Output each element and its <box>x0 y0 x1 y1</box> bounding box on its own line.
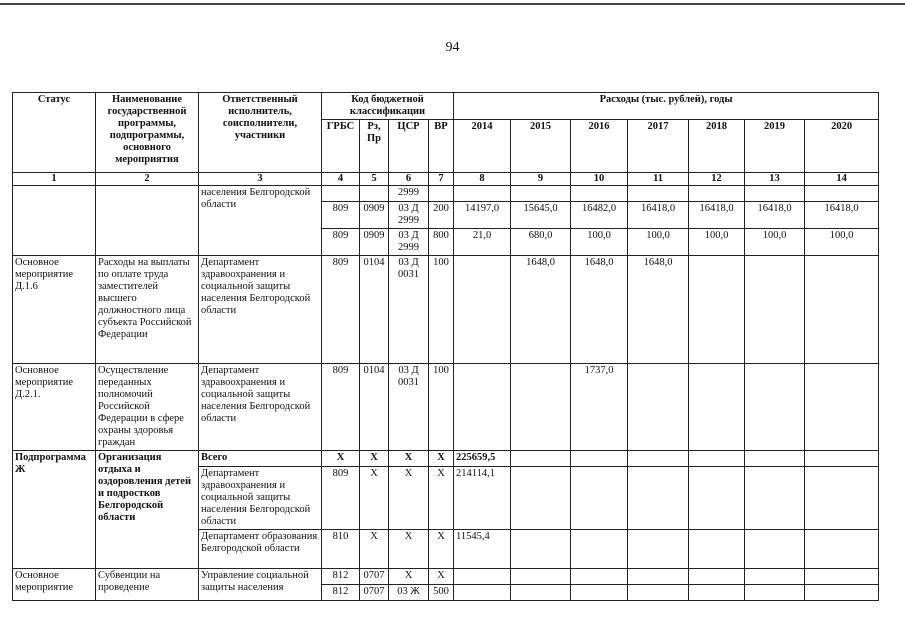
expense-cell <box>689 530 745 569</box>
expense-cell <box>745 256 805 364</box>
expense-cell <box>571 467 628 530</box>
expense-cell <box>628 569 689 585</box>
table-row <box>13 256 879 364</box>
vr-cell: 200 <box>429 202 454 229</box>
rzpr-cell: 0707 <box>360 569 389 585</box>
grbs-cell: 810 <box>322 530 360 569</box>
column-number: 12 <box>689 173 745 186</box>
column-number-row <box>13 173 879 186</box>
rzpr-cell: Х <box>360 530 389 569</box>
expense-cell: 15645,0 <box>511 202 571 229</box>
expense-cell <box>745 186 805 202</box>
header-budget-code: Код бюджетной классификации <box>322 93 454 120</box>
expense-cell <box>689 256 745 364</box>
expense-cell: 680,0 <box>511 229 571 256</box>
expense-cell <box>571 585 628 601</box>
expense-cell: 1648,0 <box>628 256 689 364</box>
top-rule <box>0 3 905 5</box>
expense-cell: 16418,0 <box>805 202 879 229</box>
expense-cell: 16482,0 <box>571 202 628 229</box>
expense-cell <box>511 467 571 530</box>
expense-cell <box>805 451 879 467</box>
expense-cell <box>628 585 689 601</box>
column-number: 7 <box>429 173 454 186</box>
column-number: 2 <box>96 173 199 186</box>
status-cell <box>13 186 96 256</box>
header-year: 2016 <box>571 120 628 173</box>
name-cell: Организация отдыха и оздоровления детей и подростков Белгородской области <box>96 451 199 569</box>
grbs-cell: 809 <box>322 202 360 229</box>
expense-cell <box>805 467 879 530</box>
expense-cell <box>454 364 511 451</box>
status-cell: Основное мероприятие Д.2.1. <box>13 364 96 451</box>
expense-cell <box>454 186 511 202</box>
rzpr-cell: 0104 <box>360 256 389 364</box>
header-row-1 <box>13 93 879 120</box>
expense-cell <box>571 451 628 467</box>
rzpr-cell: 0707 <box>360 585 389 601</box>
expense-cell: 100,0 <box>628 229 689 256</box>
name-cell: Расходы на выплаты по оплате труда заместителей высшего должностного лица субъекта Российской Федерации <box>96 256 199 364</box>
vr-cell: 800 <box>429 229 454 256</box>
rzpr-cell: 0909 <box>360 229 389 256</box>
header-expenses: Расходы (тыс. рублей), годы <box>454 93 879 120</box>
column-number: 13 <box>745 173 805 186</box>
header-year: 2020 <box>805 120 879 173</box>
expense-cell <box>511 530 571 569</box>
budget-table <box>12 92 879 601</box>
expense-cell <box>628 530 689 569</box>
header-program-name: Наименование государственной программы, подпрограммы, основного мероприятия <box>96 93 199 173</box>
expense-cell <box>628 467 689 530</box>
status-cell: Основное мероприятие <box>13 569 96 601</box>
expense-cell <box>628 364 689 451</box>
table-row <box>13 186 879 202</box>
vr-cell: 100 <box>429 256 454 364</box>
vr-cell: 100 <box>429 364 454 451</box>
expense-cell: 100,0 <box>805 229 879 256</box>
column-number: 1 <box>13 173 96 186</box>
name-cell: Субвенции на проведение <box>96 569 199 601</box>
expense-cell <box>745 451 805 467</box>
header-csr: ЦСР <box>389 120 429 173</box>
csr-cell: 03 Д 2999 <box>389 202 429 229</box>
expense-cell <box>805 364 879 451</box>
column-number: 4 <box>322 173 360 186</box>
vr-cell: Х <box>429 451 454 467</box>
page-number: 94 <box>445 40 460 55</box>
vr-cell: Х <box>429 467 454 530</box>
column-number: 3 <box>199 173 322 186</box>
header-year: 2017 <box>628 120 689 173</box>
csr-cell: Х <box>389 569 429 585</box>
expense-cell: 21,0 <box>454 229 511 256</box>
vr-cell <box>429 186 454 202</box>
vr-cell: 500 <box>429 585 454 601</box>
expense-cell: 1648,0 <box>571 256 628 364</box>
expense-cell <box>689 569 745 585</box>
vr-cell: Х <box>429 530 454 569</box>
grbs-cell: 812 <box>322 585 360 601</box>
expense-cell <box>454 256 511 364</box>
table-row <box>13 569 879 585</box>
expense-cell: 214114,1 <box>454 467 511 530</box>
expense-cell <box>511 451 571 467</box>
expense-cell: 225659,5 <box>454 451 511 467</box>
grbs-cell: 809 <box>322 467 360 530</box>
csr-cell: 03 Д 0031 <box>389 364 429 451</box>
expense-cell <box>571 530 628 569</box>
column-number: 9 <box>511 173 571 186</box>
expense-cell <box>689 451 745 467</box>
expense-cell: 100,0 <box>689 229 745 256</box>
rzpr-cell: Х <box>360 451 389 467</box>
name-cell: Осуществление переданных полномочий Российской Федерации в сфере охраны здоровья граждан <box>96 364 199 451</box>
vr-cell: Х <box>429 569 454 585</box>
expense-cell <box>511 186 571 202</box>
expense-cell: 1648,0 <box>511 256 571 364</box>
grbs-cell: 812 <box>322 569 360 585</box>
expense-cell: 11545,4 <box>454 530 511 569</box>
expense-cell: 100,0 <box>745 229 805 256</box>
expense-cell <box>511 569 571 585</box>
executor-cell: Всего <box>199 451 322 467</box>
header-status: Статус <box>13 93 96 173</box>
expense-cell: 16418,0 <box>689 202 745 229</box>
rzpr-cell: 0104 <box>360 364 389 451</box>
expense-cell: 14197,0 <box>454 202 511 229</box>
grbs-cell: 809 <box>322 364 360 451</box>
column-number: 10 <box>571 173 628 186</box>
csr-cell: 03 Д 0031 <box>389 256 429 364</box>
executor-cell: Департамент здравоохранения и социальной защиты населения Белгородской области <box>199 467 322 530</box>
column-number: 11 <box>628 173 689 186</box>
executor-cell: Департамент здравоохранения и социальной защиты населения Белгородской области <box>199 364 322 451</box>
column-number: 5 <box>360 173 389 186</box>
expense-cell <box>454 569 511 585</box>
expense-cell <box>745 569 805 585</box>
header-grbs: ГРБС <box>322 120 360 173</box>
expense-cell <box>571 186 628 202</box>
csr-cell: 03 Ж <box>389 585 429 601</box>
header-year: 2014 <box>454 120 511 173</box>
csr-cell: Х <box>389 530 429 569</box>
expense-cell <box>805 186 879 202</box>
grbs-cell <box>322 186 360 202</box>
executor-cell: Управление социальной защиты населения <box>199 569 322 601</box>
column-number: 6 <box>389 173 429 186</box>
header-rzpr: Рз, Пр <box>360 120 389 173</box>
expense-cell: 100,0 <box>571 229 628 256</box>
table-row <box>13 451 879 467</box>
expense-cell <box>454 585 511 601</box>
expense-cell: 1737,0 <box>571 364 628 451</box>
expense-cell <box>805 256 879 364</box>
status-cell: Подпрограмма Ж <box>13 451 96 569</box>
expense-cell <box>689 364 745 451</box>
grbs-cell: Х <box>322 451 360 467</box>
rzpr-cell: Х <box>360 467 389 530</box>
header-executor: Ответственный исполнитель, соисполнители, участники <box>199 93 322 173</box>
expense-cell <box>689 585 745 601</box>
column-number: 8 <box>454 173 511 186</box>
expense-cell <box>689 186 745 202</box>
rzpr-cell <box>360 186 389 202</box>
grbs-cell: 809 <box>322 229 360 256</box>
executor-cell: Департамент здравоохранения и социальной защиты населения Белгородской области <box>199 256 322 364</box>
expense-cell <box>745 364 805 451</box>
csr-cell: 03 Д 2999 <box>389 229 429 256</box>
expense-cell <box>805 569 879 585</box>
expense-cell <box>745 467 805 530</box>
status-cell: Основное мероприятие Д.1.6 <box>13 256 96 364</box>
expense-cell <box>511 364 571 451</box>
executor-cell: Департамент образования Белгородской области <box>199 530 322 569</box>
rzpr-cell: 0909 <box>360 202 389 229</box>
executor-cell: населения Белгородской области <box>199 186 322 256</box>
table-row <box>13 364 879 451</box>
grbs-cell: 809 <box>322 256 360 364</box>
expense-cell <box>745 530 805 569</box>
header-vr: ВР <box>429 120 454 173</box>
expense-cell <box>805 585 879 601</box>
csr-cell: 2999 <box>389 186 429 202</box>
expense-cell: 16418,0 <box>745 202 805 229</box>
expense-cell <box>745 585 805 601</box>
header-year: 2018 <box>689 120 745 173</box>
header-year: 2019 <box>745 120 805 173</box>
csr-cell: Х <box>389 467 429 530</box>
expense-cell: 16418,0 <box>628 202 689 229</box>
column-number: 14 <box>805 173 879 186</box>
expense-cell <box>628 186 689 202</box>
csr-cell: Х <box>389 451 429 467</box>
expense-cell <box>805 530 879 569</box>
expense-cell <box>511 585 571 601</box>
expense-cell <box>571 569 628 585</box>
header-year: 2015 <box>511 120 571 173</box>
name-cell <box>96 186 199 256</box>
expense-cell <box>628 451 689 467</box>
expense-cell <box>689 467 745 530</box>
